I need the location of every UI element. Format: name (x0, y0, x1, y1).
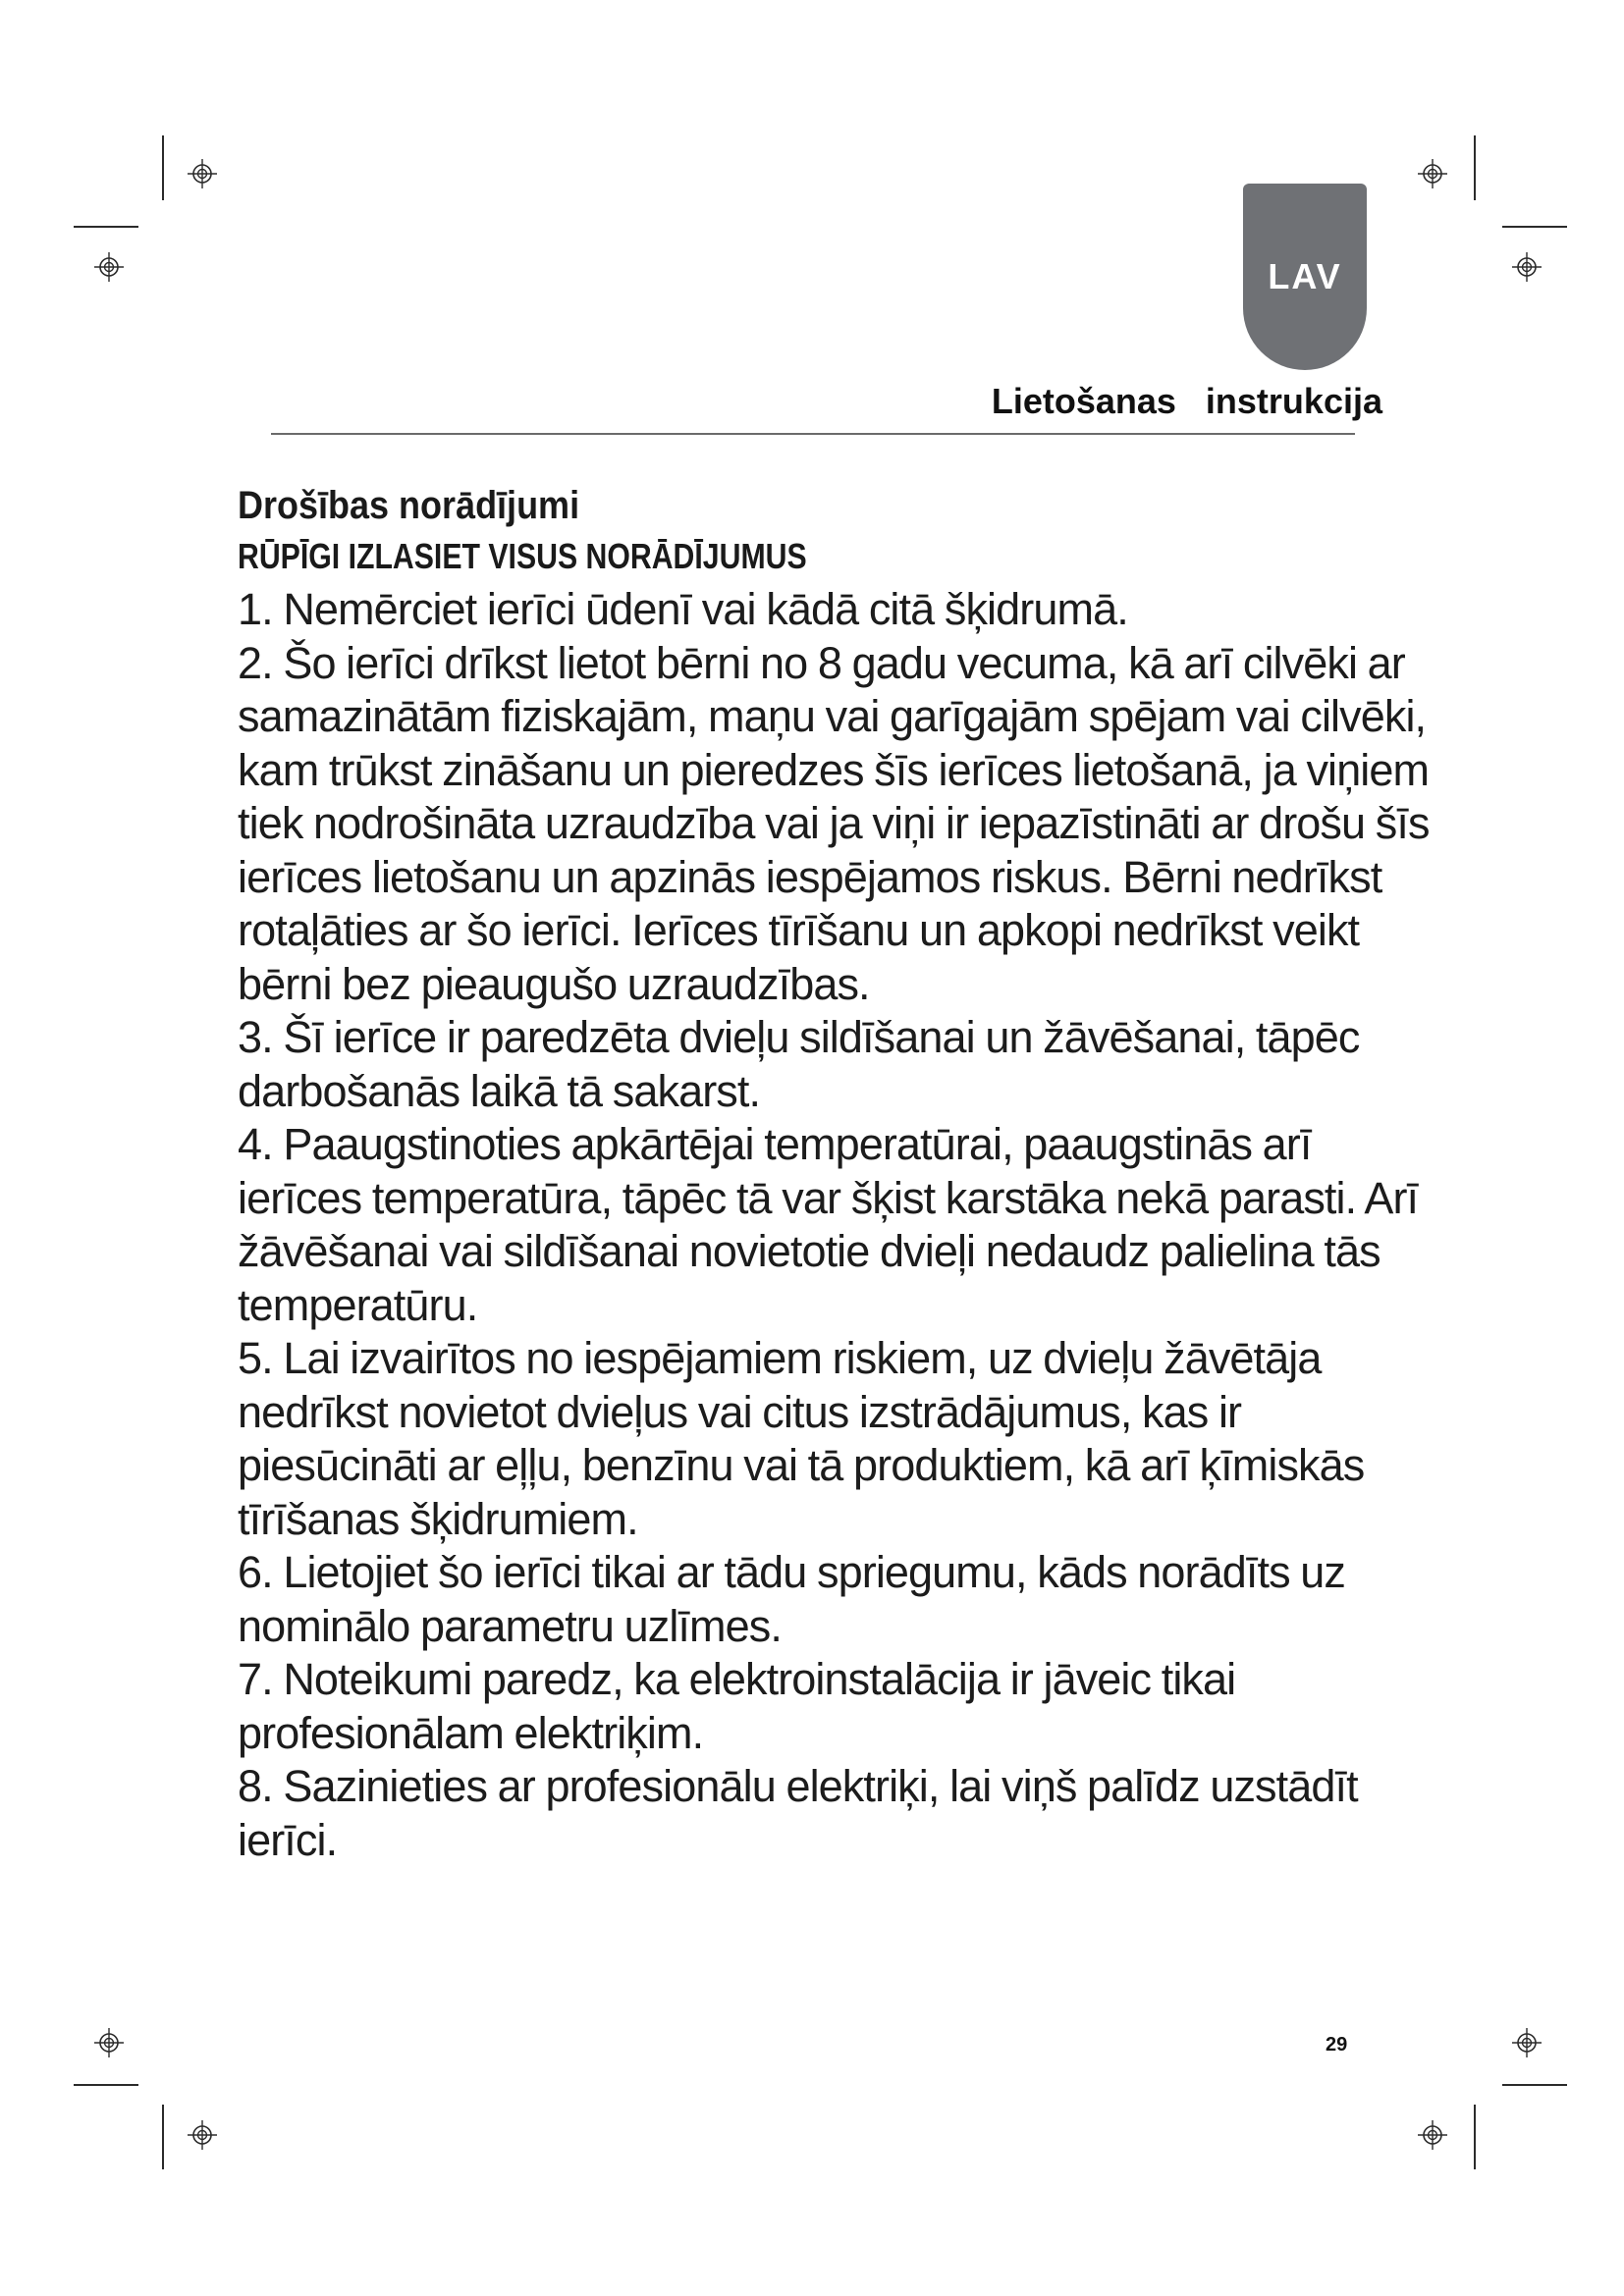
language-tab-label: LAV (1268, 256, 1342, 296)
safety-instructions-section (238, 481, 1435, 1867)
instruction-item-3: 3. Šī ierīce ir paredzēta dvieļu sildīšanai un žāvēšanai, tāpēc darbošanās laikā tā sakarst. (238, 1012, 1360, 1116)
instruction-list (238, 583, 1435, 1867)
instruction-item-4: 4. Paaugstinoties apkārtējai temperatūrai, paaugstinās arī ierīces temperatūra, tāpēc tā var šķist karstāka nekā parasti. Arī žāvēšanai vai sildīšanai novietotie dvieļi nedaudz palielina tās temperatūru. (238, 1119, 1419, 1330)
registration-mark-icon (94, 2028, 124, 2057)
instruction-item-2: 2. Šo ierīci drīkst lietot bērni no 8 gadu vecuma, kā arī cilvēki ar samazinātām fiziskajām, maņu vai garīgajām spējam vai cilvēki, kam trūkst zināšanu un pieredzes šīs ierīces lietošanā, ja viņiem tiek nodrošināta uzraudzība vai ja viņi ir iepazīstināti ar drošu šīs ierīces lietošanu un apzinās iespējamos riskus. Bērni nedrīkst rotaļāties ar šo ierīci. Ierīces tīrīšanu un apkopi nedrīkst veikt bērni bez pieaugušo uzraudzības. (238, 637, 1430, 1009)
crop-mark-bottom-left-horizontal (74, 2084, 138, 2086)
instruction-item-5: 5. Lai izvairītos no iespējamiem riskiem, uz dvieļu žāvētāja nedrīkst novietot dvieļus vai citus izstrādājumus, kas ir piesūcināti ar eļļu, benzīnu vai tā produktiem, kā arī ķīmiskās tīrīšanas šķidrumiem. (238, 1333, 1365, 1544)
section-subtitle: RŪPĪGI IZLASIET VISUS NORĀDĪJUMUS (238, 536, 807, 576)
header-title-word-1: Lietošanas (991, 381, 1176, 421)
registration-mark-icon (1418, 2120, 1447, 2150)
page-number: 29 (1326, 2034, 1348, 2056)
instruction-item-8: 8. Sazinieties ar profesionālu elektriķi, lai viņš palīdz uzstādīt ierīci. (238, 1761, 1358, 1865)
registration-mark-icon (1512, 2028, 1542, 2057)
crop-mark-top-left-horizontal (74, 226, 138, 228)
crop-mark-bottom-right-horizontal (1502, 2084, 1567, 2086)
registration-mark-icon (188, 2120, 217, 2150)
crop-mark-top-left-vertical (162, 135, 164, 200)
language-tab (1243, 184, 1367, 370)
crop-mark-top-right-vertical (1474, 135, 1476, 200)
instruction-item-1: 1. Nemērciet ierīci ūdenī vai kādā citā šķidrumā. (238, 584, 1128, 634)
registration-mark-icon (1418, 159, 1447, 188)
registration-mark-icon (94, 252, 124, 282)
header-divider (271, 433, 1355, 435)
registration-mark-icon (1512, 252, 1542, 282)
instruction-item-7: 7. Noteikumi paredz, ka elektroinstalācija ir jāveic tikai profesionālam elektriķim. (238, 1654, 1236, 1758)
registration-mark-icon (188, 159, 217, 188)
instruction-item-6: 6. Lietojiet šo ierīci tikai ar tādu spriegumu, kāds norādīts uz nominālo parametru uzlīmes. (238, 1547, 1345, 1651)
crop-mark-top-right-horizontal (1502, 226, 1567, 228)
crop-mark-bottom-right-vertical (1474, 2105, 1476, 2169)
page-header-title (992, 381, 1382, 422)
header-title-word-2: instrukcija (1205, 381, 1382, 421)
section-title: Drošības norādījumi (238, 484, 580, 527)
crop-mark-bottom-left-vertical (162, 2105, 164, 2169)
